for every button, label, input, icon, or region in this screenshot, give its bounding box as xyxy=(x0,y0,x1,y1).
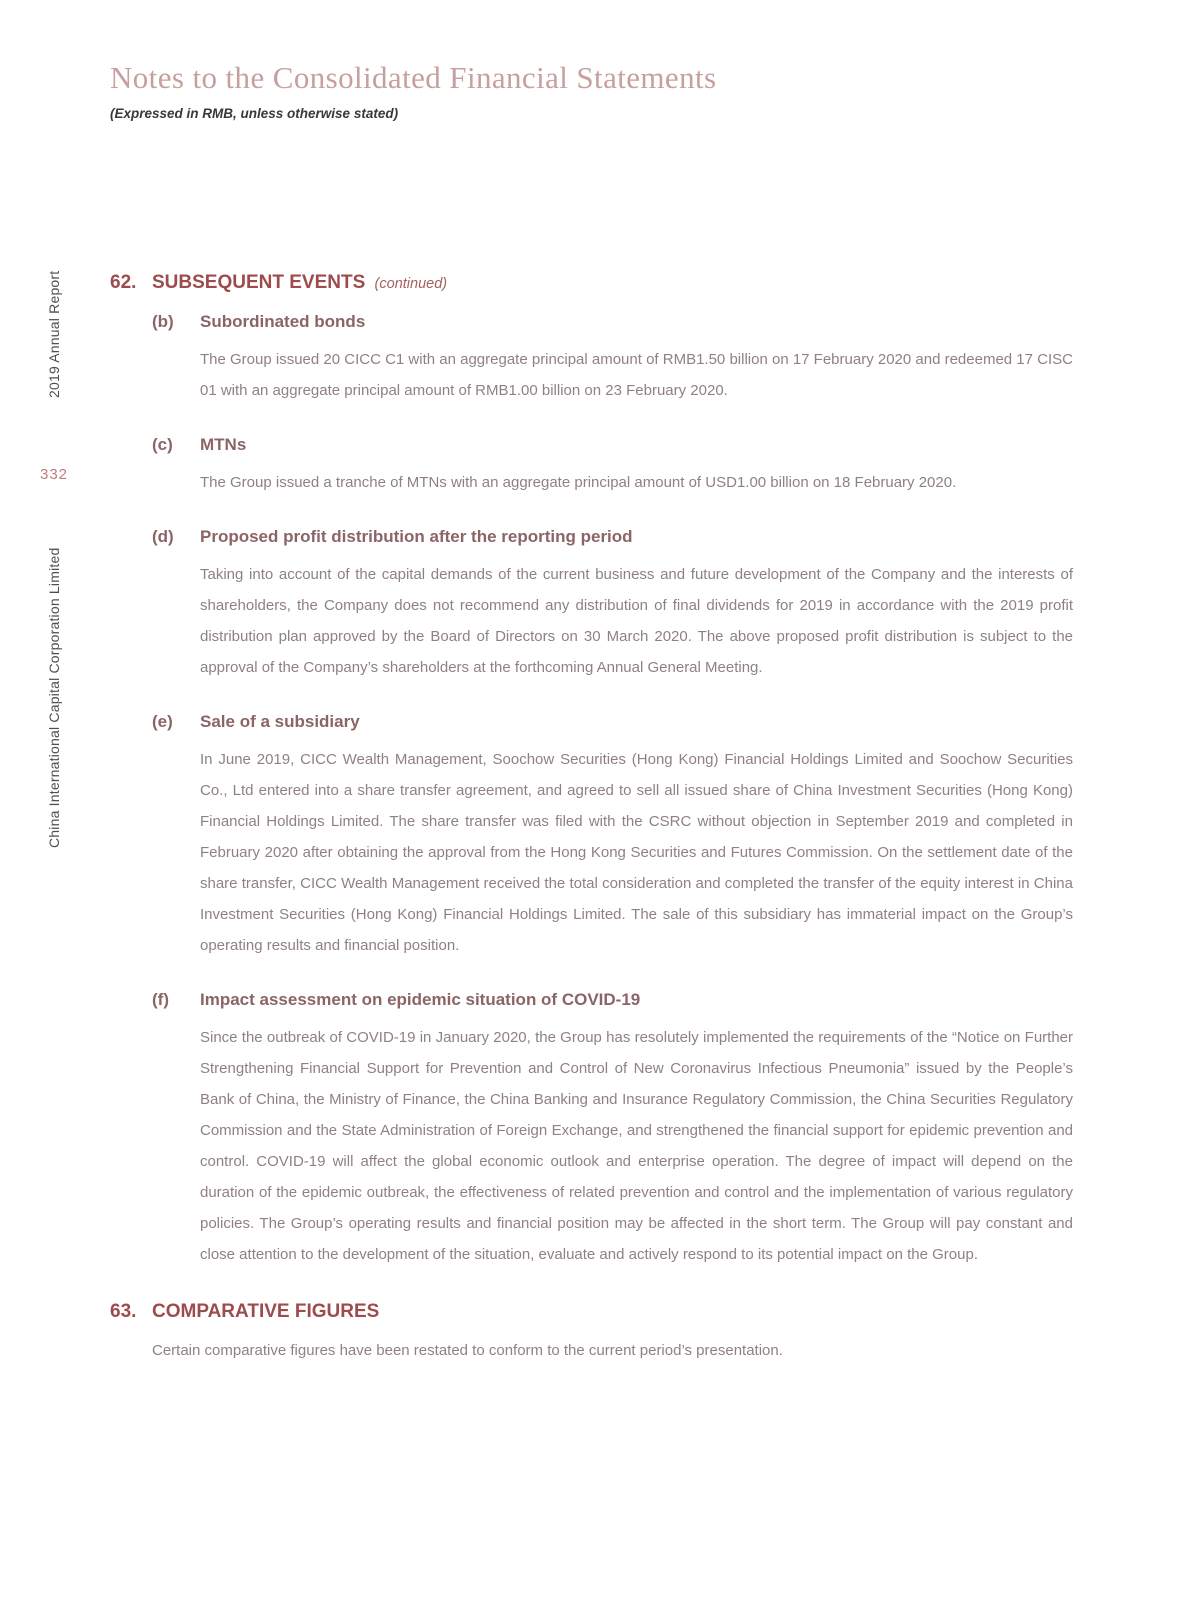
subsection-paragraph: Taking into account of the capital demands of the current business and future development of the Company and the interests of shareholders, the Company does not recommend any distribution of final dividends for 2019 in accordance with the 2019 profit distribution plan approved by the Board of Directors on 30 March 2020. The above proposed profit distribution is subject to the approval of the Company’s shareholders at the forthcoming Annual General Meeting. xyxy=(200,566,1073,676)
sidebar-company-name-label: China International Capital Corporation Limited xyxy=(46,547,62,848)
subsection-paragraph: The Group issued a tranche of MTNs with an aggregate principal amount of USD1.00 billion on 18 February 2020. xyxy=(200,474,957,491)
section-paragraph: Certain comparative figures have been restated to conform to the current period’s presentation. xyxy=(152,1342,783,1359)
content-column xyxy=(110,0,1073,1366)
subsection-paragraph: Since the outbreak of COVID-19 in January 2020, the Group has resolutely implemented the requirements of the “Notice on Further Strengthening Financial Support for Prevention and Control of New Coronavirus Infectious Pneumonia” issued by the People’s Bank of China, the Ministry of Finance, the China Banking and Insurance Regulatory Commission, the China Securities Regulatory Commission and the State Administration of Foreign Exchange, and strengthened the financial support for epidemic prevention and control. COVID-19 will affect the global economic outlook and enterprise operation. The degree of impact will depend on the duration of the epidemic outbreak, the effectiveness of related prevention and control and the implementation of various regulatory policies. The Group’s operating results and financial position may be affected in the short term. The Group will pay constant and close attention to the development of the situation, evaluate and actively respond to its potential impact on the Group. xyxy=(200,1029,1073,1263)
subsection-f-covid-impact-assessment xyxy=(110,989,1073,1270)
subsection-title: Sale of a subsidiary xyxy=(200,712,360,731)
subsection-letter: (d) xyxy=(152,527,174,546)
subsection-d-proposed-profit-distribution xyxy=(110,526,1073,683)
section-continued-label: (continued) xyxy=(374,276,448,292)
page-number: 332 xyxy=(40,466,69,483)
section-title: SUBSEQUENT EVENTS xyxy=(152,272,366,293)
subsection-letter: (b) xyxy=(152,312,174,331)
subsection-paragraph: In June 2019, CICC Wealth Management, Soochow Securities (Hong Kong) Financial Holdings Limited and Soochow Securities Co., Ltd entered into a share transfer agreement, and agreed to sell all issued share of China Investment Securities (Hong Kong) Financial Holdings Limited. The share transfer was filed with the CSRC without objection in September 2019 and completed in February 2020 after obtaining the approval from the Hong Kong Securities and Futures Commission. On the settlement date of the share transfer, CICC Wealth Management received the total consideration and completed the transfer of the equity interest in China Investment Securities (Hong Kong) Financial Holdings Limited. The sale of this subsidiary has immaterial impact on the Group’s operating results and financial position. xyxy=(200,751,1073,954)
subsection-heading xyxy=(110,311,1073,333)
subsection-title: Impact assessment on epidemic situation of COVID-19 xyxy=(200,990,641,1009)
subsection-heading xyxy=(110,711,1073,733)
section-heading xyxy=(110,271,1073,296)
section-62-subsequent-events xyxy=(110,271,1073,1270)
section-63-comparative-figures xyxy=(110,1300,1073,1366)
section-number: 62. xyxy=(110,272,137,293)
subsection-heading xyxy=(110,434,1073,456)
subsection-letter: (f) xyxy=(152,990,169,1009)
subsection-title: Subordinated bonds xyxy=(200,312,366,331)
sidebar-report-year-label: 2019 Annual Report xyxy=(46,270,62,398)
subsection-heading xyxy=(110,989,1073,1011)
subsection-paragraph: The Group issued 20 CICC C1 with an aggregate principal amount of RMB1.50 billion on 17 February 2020 and redeemed 17 CISC 01 with an aggregate principal amount of RMB1.00 billion on 23 February 2020. xyxy=(200,351,1073,399)
subsection-e-sale-of-subsidiary xyxy=(110,711,1073,961)
subsection-title: Proposed profit distribution after the reporting period xyxy=(200,527,633,546)
subsection-title: MTNs xyxy=(200,435,247,454)
page-subtitle: (Expressed in RMB, unless otherwise stated) xyxy=(110,106,399,121)
section-number: 63. xyxy=(110,1301,137,1322)
page-title: Notes to the Consolidated Financial Statements xyxy=(110,60,717,95)
subsection-letter: (e) xyxy=(152,712,173,731)
subsection-c-mtns xyxy=(110,434,1073,498)
section-title: COMPARATIVE FIGURES xyxy=(152,1301,380,1322)
subsection-letter: (c) xyxy=(152,435,173,454)
section-heading xyxy=(110,1300,1073,1324)
subsection-heading xyxy=(110,526,1073,548)
subsection-b-subordinated-bonds xyxy=(110,311,1073,406)
